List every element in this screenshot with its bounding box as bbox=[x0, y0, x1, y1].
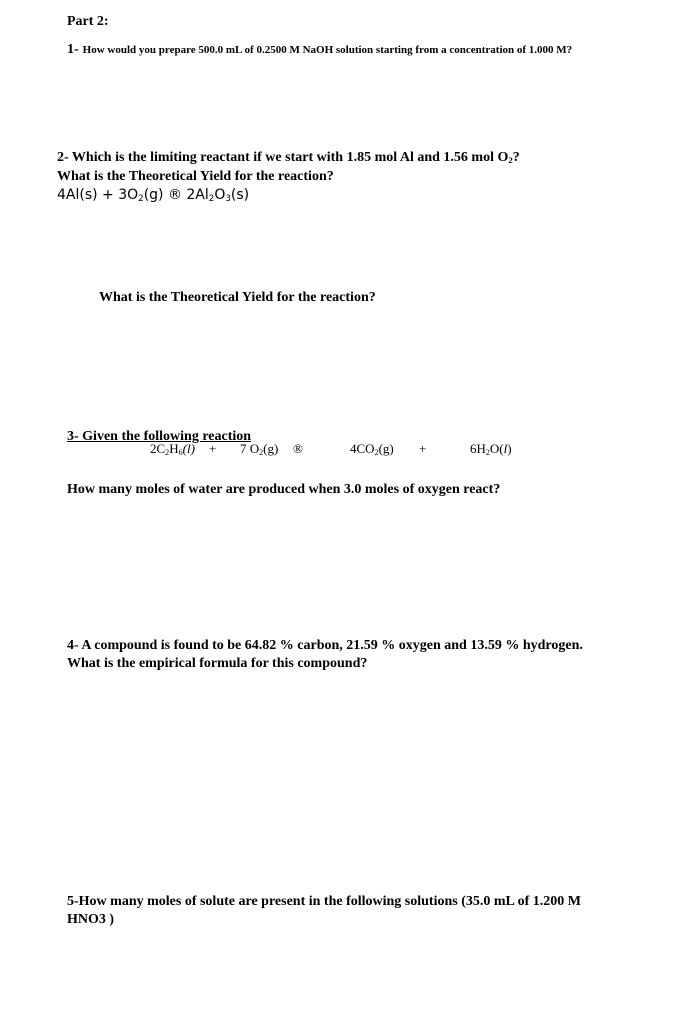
formula-part: H bbox=[169, 441, 179, 456]
formula-part: 7 O bbox=[240, 441, 260, 456]
equation-part: (g) ® 2Al bbox=[143, 187, 209, 203]
question-1 bbox=[67, 40, 572, 58]
question-3-question: How many moles of water are produced when 3.0 moles of oxygen react? bbox=[67, 482, 501, 497]
plus-sign-2: + bbox=[419, 441, 427, 456]
formula-part: (g) bbox=[378, 441, 394, 456]
equation-part: (s) bbox=[230, 187, 250, 203]
question-mark: ? bbox=[512, 150, 520, 165]
part-title: Part 2: bbox=[67, 14, 109, 29]
question-2-line-2: What is the Theoretical Yield for the reaction? bbox=[57, 169, 334, 184]
reaction-arrow: ® bbox=[293, 441, 303, 456]
formula-part: ) bbox=[507, 441, 512, 456]
subscript: 2 bbox=[165, 448, 170, 457]
subscript: 2 bbox=[259, 448, 264, 457]
subscript: 6 bbox=[178, 448, 183, 457]
question-2-line-1 bbox=[57, 150, 520, 166]
subscript: 2 bbox=[374, 448, 379, 457]
reactant-2 bbox=[240, 441, 278, 457]
subscript: 2 bbox=[508, 155, 513, 166]
question-1-number: 1- bbox=[67, 42, 79, 57]
question-5-line-2: HNO3 ) bbox=[67, 912, 115, 927]
formula-part: (g) bbox=[263, 441, 279, 456]
state-label: l bbox=[503, 441, 508, 456]
question-2-equation bbox=[57, 187, 249, 203]
question-2-text: 2- Which is the limiting reactant if we start with 1.85 mol Al and 1.56 mol O bbox=[57, 150, 509, 165]
subscript: 2 bbox=[208, 194, 215, 205]
formula-part: O( bbox=[489, 441, 504, 456]
subscript: 3 bbox=[225, 194, 231, 205]
equation-part: 4Al(s) + 3O bbox=[57, 187, 139, 203]
equation-part: O bbox=[214, 187, 226, 203]
question-4-line-1: 4- A compound is found to be 64.82 % carbon, 21.59 % oxygen and 13.59 % hydrogen. bbox=[67, 638, 583, 653]
question-4-line-2: What is the empirical formula for this compound? bbox=[67, 656, 368, 671]
subscript: 2 bbox=[138, 194, 144, 205]
subscript: 2 bbox=[485, 448, 490, 457]
state-label: (l) bbox=[182, 441, 195, 456]
question-2-followup: What is the Theoretical Yield for the reaction? bbox=[99, 290, 376, 305]
product-1 bbox=[350, 441, 394, 457]
formula-part: 2C bbox=[150, 441, 166, 456]
question-3-intro: 3- Given the following reaction bbox=[67, 429, 252, 444]
formula-part: 4CO bbox=[350, 441, 375, 456]
formula-part: 6H bbox=[470, 441, 486, 456]
product-2 bbox=[470, 441, 512, 457]
question-5-line-1: 5-How many moles of solute are present in the following solutions (35.0 mL of 1.200 M bbox=[67, 894, 581, 909]
question-1-text: How would you prepare 500.0 mL of 0.2500 M NaOH solution starting from a concentration of 1.000 M? bbox=[82, 44, 573, 56]
reactant-1 bbox=[150, 441, 195, 457]
plus-sign-1: + bbox=[209, 441, 217, 456]
